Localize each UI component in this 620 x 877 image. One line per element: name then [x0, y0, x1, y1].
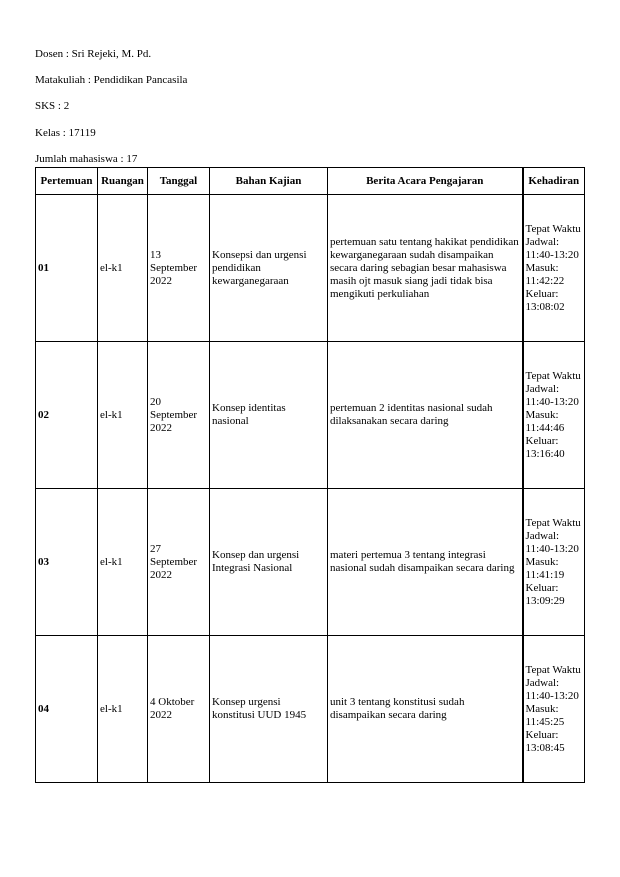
attendance-table [35, 167, 585, 783]
cell-pertemuan: 01 [36, 195, 98, 342]
col-header-bahan-kajian: Bahan Kajian [210, 168, 328, 195]
table-header-row [36, 168, 585, 195]
cell-bahan-kajian: Konsep identitas nasional [210, 342, 328, 489]
cell-berita-acara: unit 3 tentang konstitusi sudah disampaikan secara daring [328, 636, 523, 783]
cell-berita-acara: materi pertemua 3 tentang integrasi nasional sudah disampaikan secara daring [328, 489, 523, 636]
cell-tanggal: 4 Oktober 2022 [148, 636, 210, 783]
cell-tanggal: 27 September 2022 [148, 489, 210, 636]
cell-pertemuan: 02 [36, 342, 98, 489]
lecturer-line: Dosen : Sri Rejeki, M. Pd. [35, 48, 152, 60]
cell-kehadiran: Tepat Waktu Jadwal: 11:40-13:20 Masuk: 11:45:25 Keluar: 13:08:45 [523, 636, 585, 783]
cell-ruangan: el-k1 [98, 636, 148, 783]
cell-berita-acara: pertemuan 2 identitas nasional sudah dilaksanakan secara daring [328, 342, 523, 489]
class-line: Kelas : 17119 [35, 127, 96, 139]
col-header-berita-acara: Berita Acara Pengajaran [328, 168, 523, 195]
cell-tanggal: 20 September 2022 [148, 342, 210, 489]
student-count-line: Jumlah mahasiswa : 17 [35, 153, 138, 165]
table-row [36, 636, 585, 783]
cell-kehadiran: Tepat Waktu Jadwal: 11:40-13:20 Masuk: 11:41:19 Keluar: 13:09:29 [523, 489, 585, 636]
credits-line: SKS : 2 [35, 100, 70, 112]
cell-kehadiran: Tepat Waktu Jadwal: 11:40-13:20 Masuk: 11:44:46 Keluar: 13:16:40 [523, 342, 585, 489]
cell-pertemuan: 04 [36, 636, 98, 783]
cell-bahan-kajian: Konsepsi dan urgensi pendidikan kewarganegaraan [210, 195, 328, 342]
cell-ruangan: el-k1 [98, 489, 148, 636]
cell-bahan-kajian: Konsep urgensi konstitusi UUD 1945 [210, 636, 328, 783]
cell-pertemuan: 03 [36, 489, 98, 636]
col-header-tanggal: Tanggal [148, 168, 210, 195]
cell-tanggal: 13 September 2022 [148, 195, 210, 342]
cell-ruangan: el-k1 [98, 195, 148, 342]
col-header-pertemuan: Pertemuan [36, 168, 98, 195]
table-row [36, 489, 585, 636]
col-header-ruangan: Ruangan [98, 168, 148, 195]
cell-bahan-kajian: Konsep dan urgensi Integrasi Nasional [210, 489, 328, 636]
table-row [36, 342, 585, 489]
cell-ruangan: el-k1 [98, 342, 148, 489]
col-header-kehadiran: Kehadiran [523, 168, 585, 195]
cell-kehadiran: Tepat Waktu Jadwal: 11:40-13:20 Masuk: 11:42:22 Keluar: 13:08:02 [523, 195, 585, 342]
table-row [36, 195, 585, 342]
cell-berita-acara: pertemuan satu tentang hakikat pendidikan kewarganegaraan sudah disampaikan secara daring sebagian besar mahasiswa masih ojt masuk siang jadi tidak bisa mengikuti perkuliahan [328, 195, 523, 342]
course-line: Matakuliah : Pendidikan Pancasila [35, 74, 188, 86]
